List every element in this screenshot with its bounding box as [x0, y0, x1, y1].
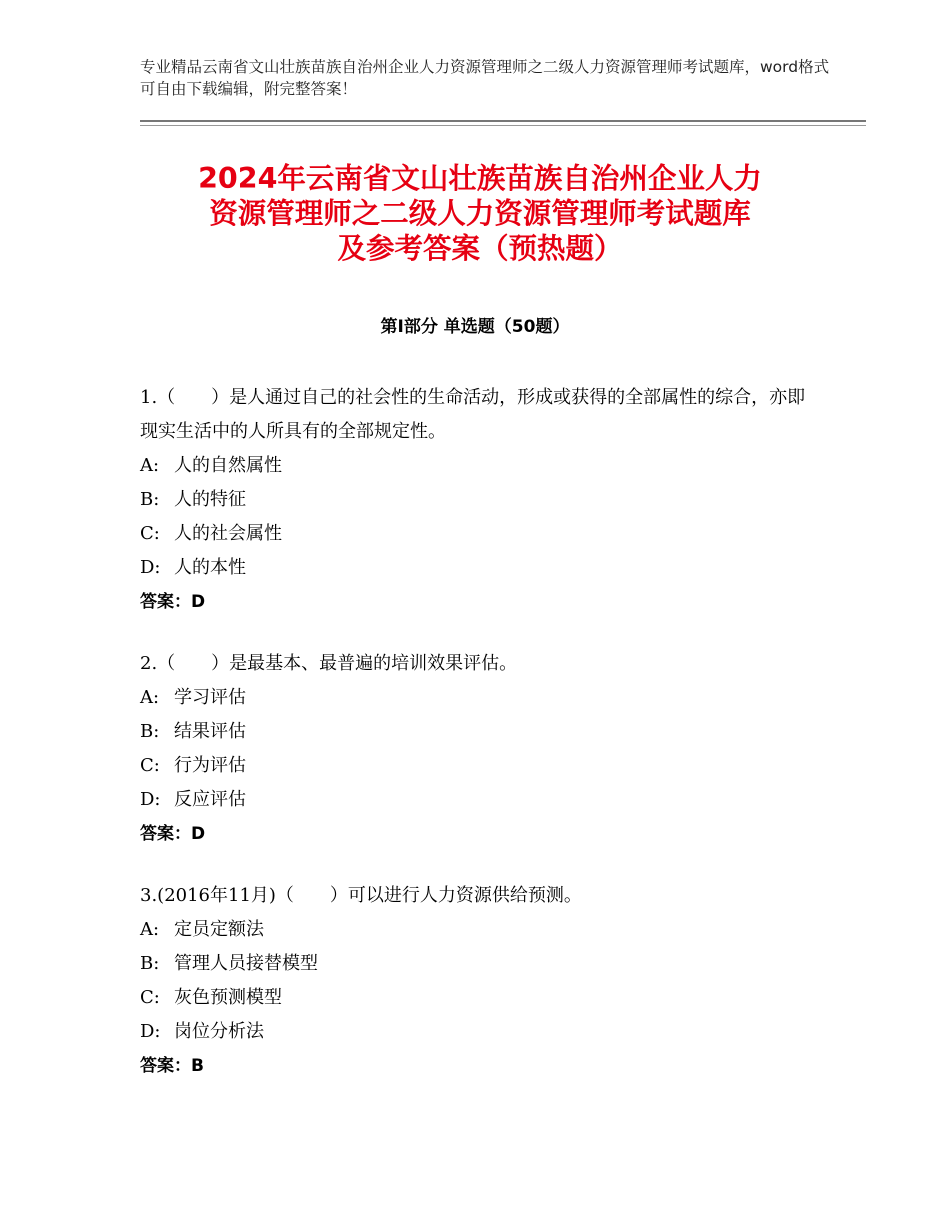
option-letter: C: [140, 987, 160, 1008]
option-d [140, 1015, 820, 1049]
option-c [140, 749, 820, 783]
option-text: 人的本性 [174, 557, 246, 578]
option-text: 结果评估 [174, 721, 246, 742]
title-line-3: 及参考答案（预热题） [337, 232, 623, 265]
option-text: 定员定额法 [174, 919, 264, 940]
page-header-note: 专业精品云南省文山壮族苗族自治州企业人力资源管理师之二级人力资源管理师考试题库，word格式可自由下载编辑，附完整答案！ [140, 58, 830, 98]
answer-line: 答案：B [140, 1056, 204, 1076]
option-text: 人的社会属性 [174, 523, 282, 544]
header-rule-thick [140, 120, 866, 122]
option-a [140, 913, 820, 947]
option-letter: A: [140, 919, 160, 940]
option-b [140, 483, 820, 517]
option-letter: B: [140, 721, 160, 742]
option-a [140, 449, 820, 483]
option-letter: D: [140, 557, 161, 578]
answer-line: 答案：D [140, 592, 206, 612]
section-heading: 第Ⅰ部分 单选题（50题） [380, 317, 570, 337]
option-d [140, 783, 820, 817]
question-stem: 2.（ ）是最基本、最普遍的培训效果评估。 [140, 653, 518, 674]
option-text: 人的特征 [174, 489, 246, 510]
answer-line: 答案：D [140, 824, 206, 844]
option-b [140, 715, 820, 749]
option-text: 行为评估 [174, 755, 246, 776]
option-letter: C: [140, 523, 160, 544]
question-2 [140, 647, 820, 851]
question-3 [140, 879, 820, 1083]
title-line-2: 资源管理师之二级人力资源管理师考试题库 [209, 197, 751, 230]
option-a [140, 681, 820, 715]
question-stem: 3.(2016年11月)（ ）可以进行人力资源供给预测。 [140, 885, 582, 906]
title-line-1: 2024年云南省文山壮族苗族自治州企业人力 [198, 162, 762, 195]
option-text: 岗位分析法 [174, 1021, 264, 1042]
option-letter: A: [140, 455, 160, 476]
option-letter: C: [140, 755, 160, 776]
option-text: 反应评估 [174, 789, 246, 810]
option-text: 灰色预测模型 [174, 987, 282, 1008]
option-letter: A: [140, 687, 160, 708]
option-c [140, 981, 820, 1015]
option-b [140, 947, 820, 981]
option-text: 管理人员接替模型 [174, 953, 318, 974]
question-list [140, 381, 820, 1111]
option-letter: B: [140, 953, 160, 974]
option-text: 人的自然属性 [174, 455, 282, 476]
option-d [140, 551, 820, 585]
question-stem: 1.（ ）是人通过自己的社会性的生命活动，形成或获得的全部属性的综合，亦即现实生活中的人所具有的全部规定性。 [140, 387, 806, 442]
option-letter: D: [140, 789, 161, 810]
option-text: 学习评估 [174, 687, 246, 708]
question-1 [140, 381, 820, 619]
option-c [140, 517, 820, 551]
header-rule-thin [140, 125, 866, 126]
option-letter: D: [140, 1021, 161, 1042]
document-title [110, 161, 850, 266]
option-letter: B: [140, 489, 160, 510]
